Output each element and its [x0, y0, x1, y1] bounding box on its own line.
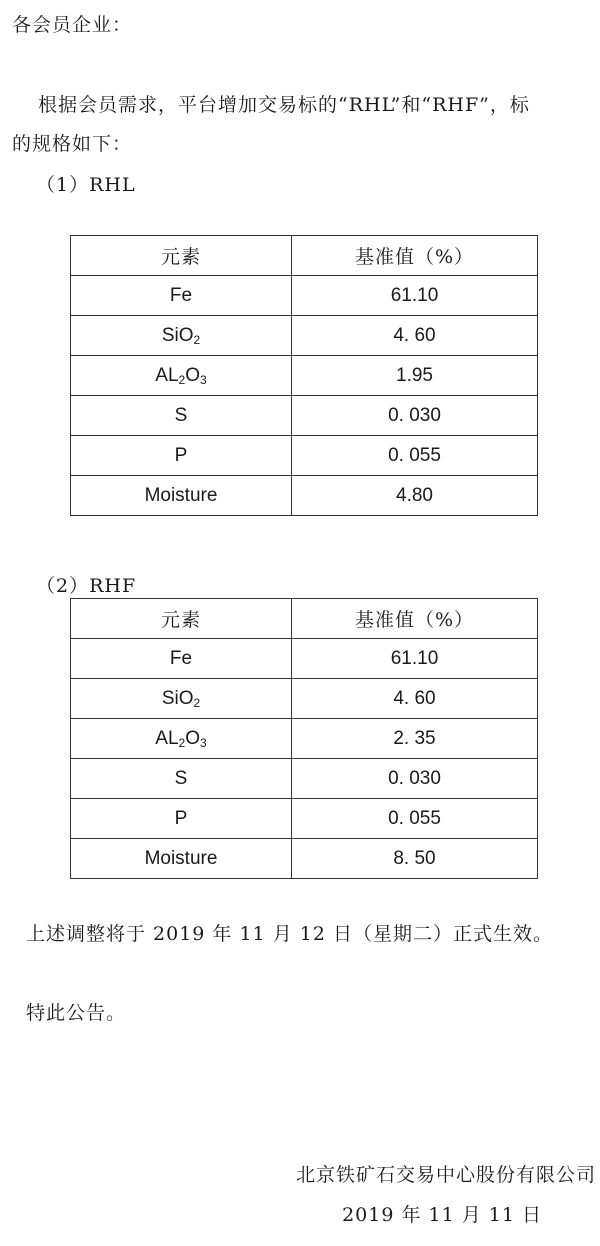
table-row [71, 396, 538, 436]
value-cell: 4. 60 [292, 316, 538, 356]
element-cell: Fe [71, 276, 292, 316]
salutation: 各会员企业： [12, 14, 133, 36]
table-row [71, 799, 538, 839]
table-row [71, 759, 538, 799]
table-row [71, 476, 538, 516]
signature-date: 2019 年 11 月 11 日 [342, 1204, 542, 1226]
intro-line-1: 根据会员需求，平台增加交易标的“RHL”和“RHF”，标 [38, 94, 530, 116]
value-cell: 0. 030 [292, 759, 538, 799]
header-element: 元素 [71, 599, 292, 639]
value-cell: 0. 055 [292, 436, 538, 476]
header-baseline-value: 基准值（%） [292, 599, 538, 639]
element-cell: Fe [71, 639, 292, 679]
value-cell: 8. 50 [292, 839, 538, 879]
intro-line-2: 的规格如下： [12, 133, 133, 155]
value-cell: 2. 35 [292, 719, 538, 759]
header-element: 元素 [71, 236, 292, 276]
element-cell: S [71, 759, 292, 799]
element-cell: SiO$_2$ [71, 679, 292, 719]
table-row [71, 436, 538, 476]
element-cell: $AL_2O_3$ [71, 719, 292, 759]
value-cell: 0. 055 [292, 799, 538, 839]
element-cell: Moisture [71, 476, 292, 516]
value-cell: 61.10 [292, 639, 538, 679]
table-header-row [71, 236, 538, 276]
element-cell: S [71, 396, 292, 436]
value-cell: 4.80 [292, 476, 538, 516]
signature-organization: 北京铁矿石交易中心股份有限公司 [295, 1164, 596, 1186]
table-row [71, 276, 538, 316]
table-row [71, 839, 538, 879]
header-baseline-value: 基准值（%） [292, 236, 538, 276]
effective-notice: 上述调整将于 2019 年 11 月 12 日（星期二）正式生效。 [26, 923, 553, 945]
value-cell: 1.95 [292, 356, 538, 396]
value-cell: 0. 030 [292, 396, 538, 436]
table-row [71, 639, 538, 679]
table-header-row [71, 599, 538, 639]
element-cell: $AL_2O_3$ [71, 356, 292, 396]
closing: 特此公告。 [26, 1002, 127, 1024]
section-heading-rhl: （1）RHL [36, 174, 136, 196]
element-cell: P [71, 436, 292, 476]
table-row [71, 356, 538, 396]
element-cell: P [71, 799, 292, 839]
element-cell: Moisture [71, 839, 292, 879]
section-heading-rhf: （2）RHF [36, 575, 137, 597]
spec-table-rhf [70, 598, 538, 879]
spec-table-rhl [70, 235, 538, 516]
element-cell: SiO$_2$ [71, 316, 292, 356]
table-row [71, 719, 538, 759]
table-row [71, 316, 538, 356]
table-row [71, 679, 538, 719]
value-cell: 4. 60 [292, 679, 538, 719]
value-cell: 61.10 [292, 276, 538, 316]
